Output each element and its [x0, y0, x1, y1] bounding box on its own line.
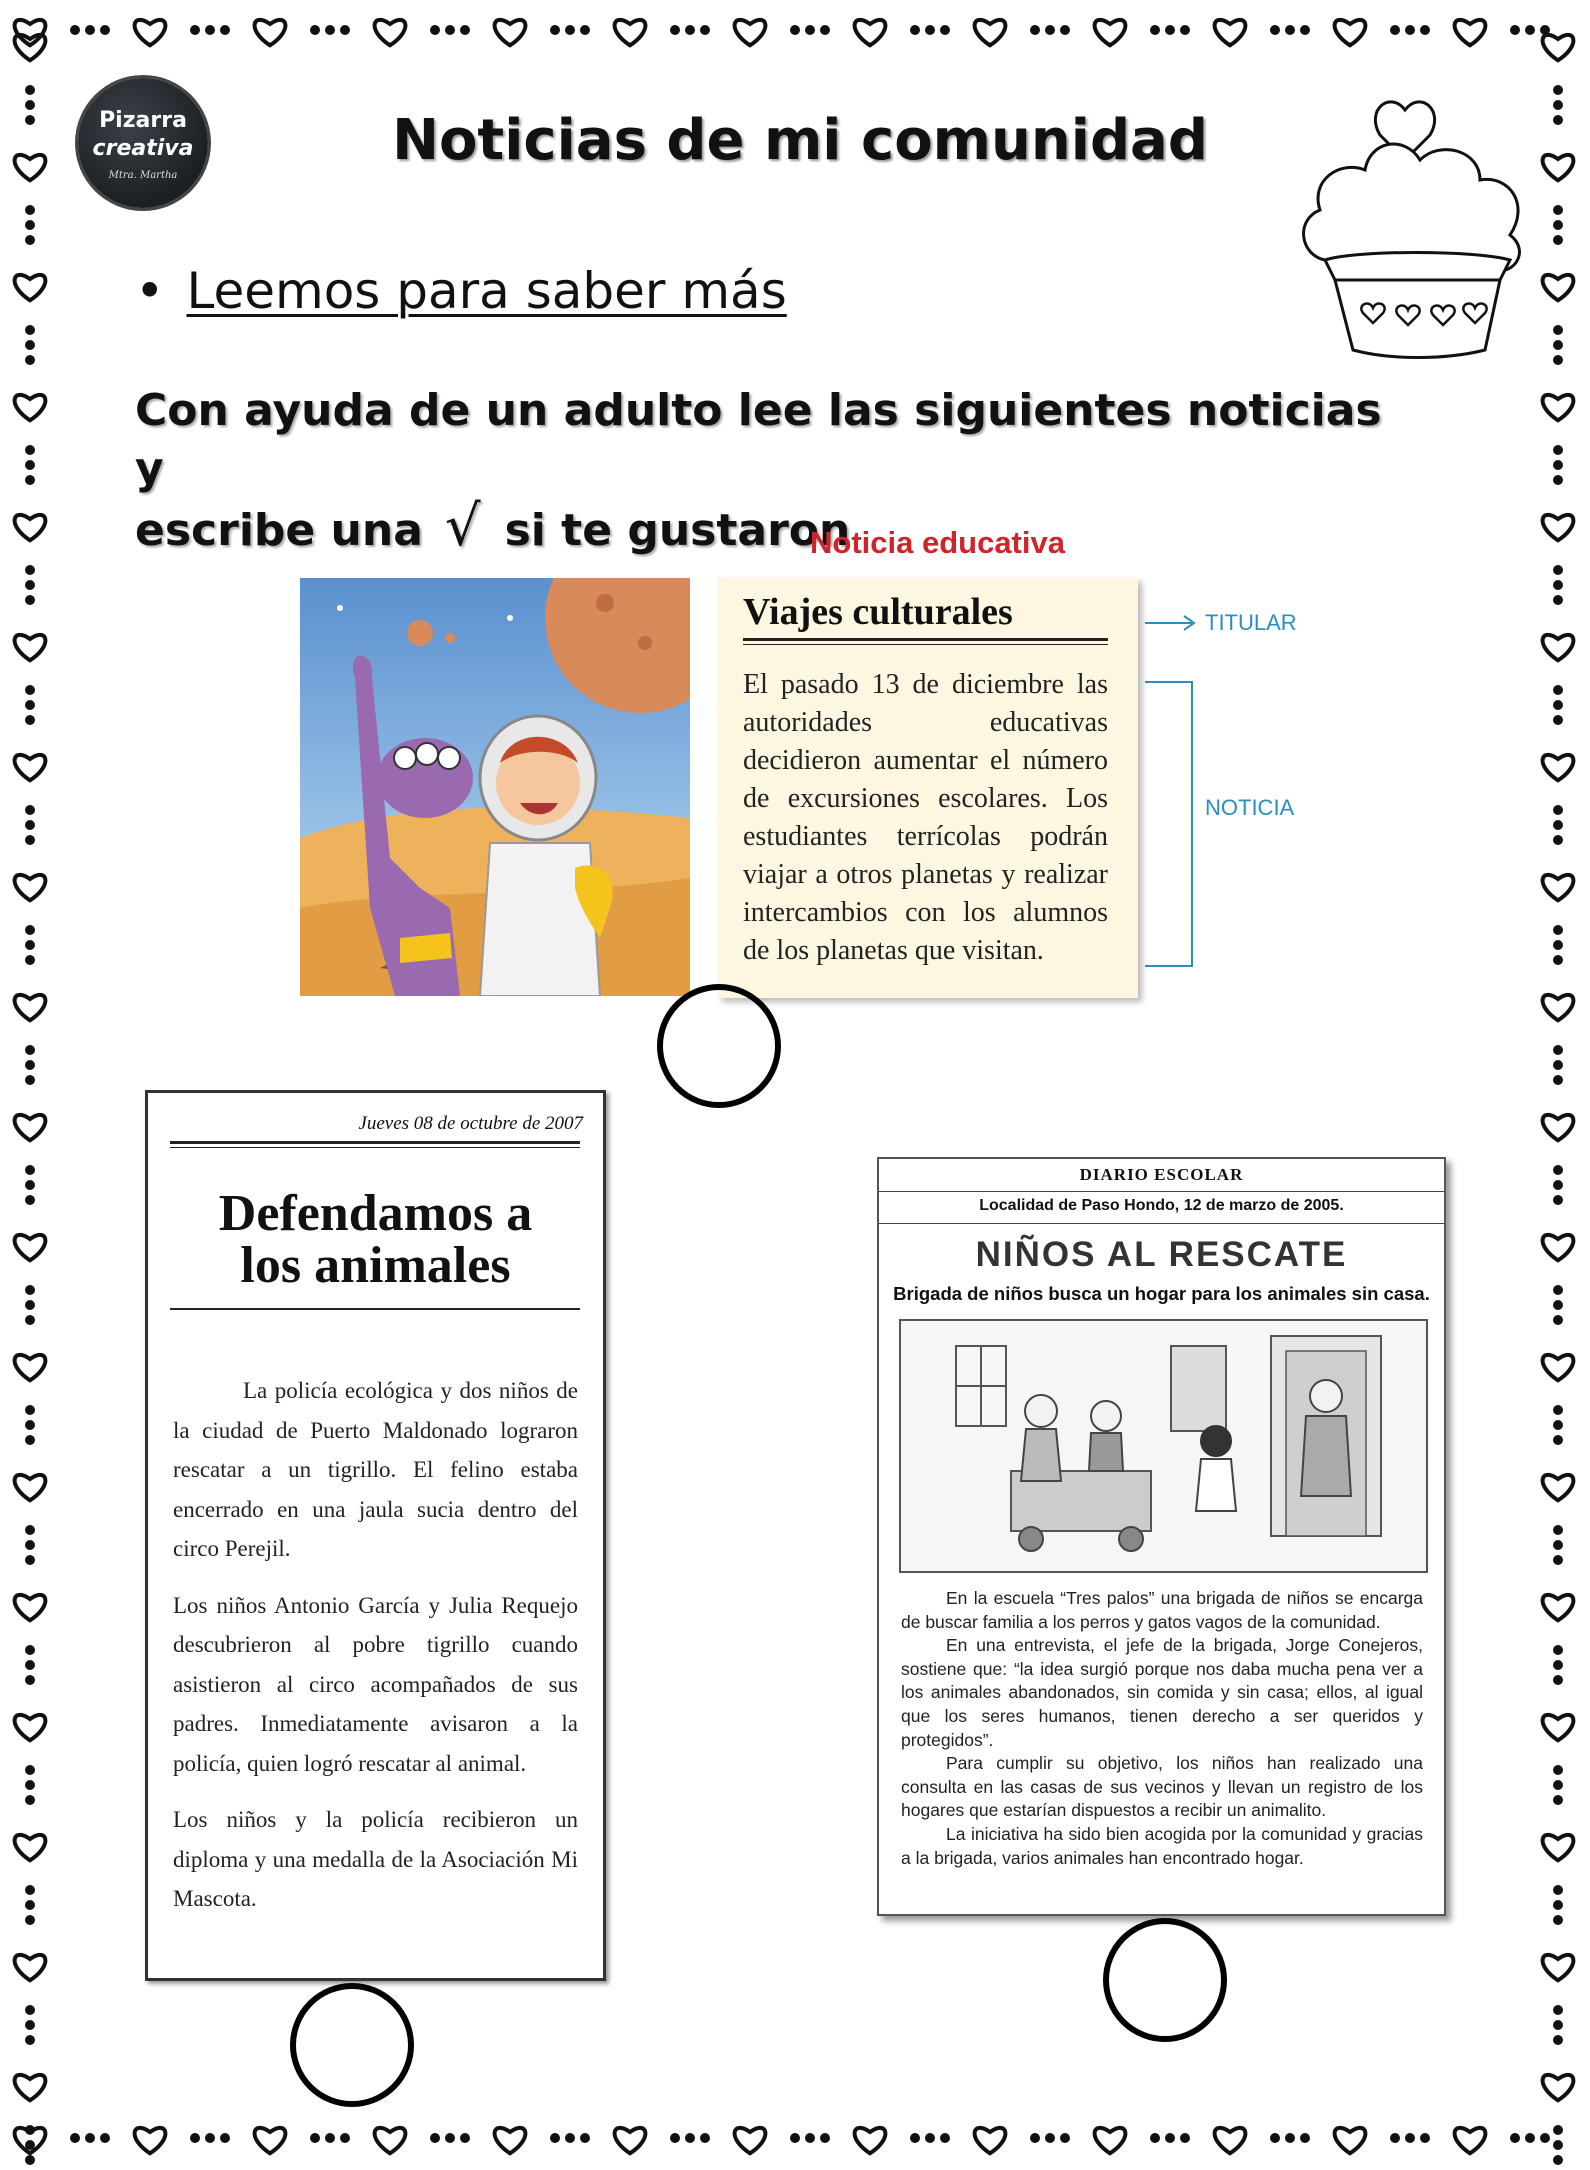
check-circle-1[interactable]	[657, 984, 781, 1108]
border-heart	[1543, 155, 1574, 180]
border-dot	[325, 2133, 335, 2143]
cupcake-illustration	[1295, 75, 1540, 375]
border-dot	[1553, 1045, 1563, 1055]
alien-astronaut-illustration	[300, 578, 690, 996]
border-dot	[925, 25, 935, 35]
news-card-viajes	[718, 578, 1138, 998]
border-dot	[1285, 2133, 1295, 2143]
annotation-titular: TITULAR	[1205, 610, 1297, 635]
article-date: Jueves 08 de octubre de 2007	[358, 1113, 583, 1134]
border-heart	[1543, 995, 1574, 1020]
border-heart	[15, 995, 46, 1020]
border-heart	[15, 635, 46, 660]
border-heart	[1543, 1715, 1574, 1740]
border-dot	[25, 2155, 35, 2165]
pizarra-creativa-logo	[78, 78, 208, 208]
border-dot	[1553, 1660, 1563, 1670]
border-dot	[1553, 955, 1563, 965]
border-dot	[25, 1915, 35, 1925]
border-heart	[1543, 1595, 1574, 1620]
article-headline: NIÑOS AL RESCATE	[975, 1235, 1348, 1274]
border-dot	[25, 820, 35, 830]
border-dot	[1030, 25, 1040, 35]
border-dot	[25, 1285, 35, 1295]
border-dot	[1553, 685, 1563, 695]
border-dot	[1180, 2133, 1190, 2143]
border-dot	[220, 2133, 230, 2143]
border-dot	[1045, 2133, 1055, 2143]
border-dot	[325, 25, 335, 35]
newspaper-name: DIARIO ESCOLAR	[1079, 1165, 1244, 1184]
subtitle-text: Leemos para saber más	[186, 262, 787, 320]
border-dot	[550, 2133, 560, 2143]
border-dot	[1553, 805, 1563, 815]
border-dot	[25, 1180, 35, 1190]
border-heart	[135, 20, 166, 45]
border-dot	[1270, 25, 1280, 35]
border-dot	[25, 2005, 35, 2015]
border-dot	[700, 2133, 710, 2143]
border-dot	[1553, 1555, 1563, 1565]
border-dot	[25, 1795, 35, 1805]
article-body	[901, 1587, 1423, 1870]
border-dot	[25, 805, 35, 815]
article-paragraph: La iniciativa ha sido bien acogida por la comunidad y gracias a la brigada, varios animales han encontrado hogar.	[901, 1823, 1423, 1868]
border-dot	[1553, 1645, 1563, 1655]
date-rule	[170, 1141, 580, 1144]
date-rule-thin	[170, 1147, 580, 1148]
border-dot	[580, 2133, 590, 2143]
border-heart	[15, 515, 46, 540]
border-heart	[495, 20, 526, 45]
border-dot	[1045, 25, 1055, 35]
border-dot	[1553, 1525, 1563, 1535]
border-heart	[135, 2128, 166, 2153]
border-dot	[550, 25, 560, 35]
border-dot	[220, 25, 230, 35]
border-dot	[430, 25, 440, 35]
border-dot	[1510, 25, 1520, 35]
border-heart	[15, 755, 46, 780]
border-dot	[25, 1075, 35, 1085]
border-dot	[1553, 1795, 1563, 1805]
border-dot	[1285, 25, 1295, 35]
border-dot	[820, 2133, 830, 2143]
left-border	[0, 0, 70, 2170]
border-heart	[1543, 1115, 1574, 1140]
news-article-defendamos	[145, 1090, 606, 1981]
border-dot	[790, 25, 800, 35]
border-dot	[1553, 1060, 1563, 1070]
border-heart	[1543, 1835, 1574, 1860]
top-border	[0, 0, 1590, 70]
border-dot	[25, 475, 35, 485]
border-dot	[25, 1660, 35, 1670]
border-dot	[1150, 2133, 1160, 2143]
border-heart	[1543, 755, 1574, 780]
border-dot	[1553, 1675, 1563, 1685]
article-locality: Localidad de Paso Hondo, 12 de marzo de 2005.	[979, 1197, 1344, 1214]
border-heart	[15, 2075, 46, 2100]
border-dot	[910, 25, 920, 35]
border-dot	[1553, 595, 1563, 605]
border-dot	[670, 25, 680, 35]
border-heart	[255, 20, 286, 45]
border-heart	[1543, 635, 1574, 660]
border-dot	[1553, 565, 1563, 575]
border-heart	[1543, 875, 1574, 900]
border-dot	[1180, 25, 1190, 35]
border-dot	[25, 340, 35, 350]
border-heart	[1543, 1475, 1574, 1500]
logo-line1: Pizarra	[99, 108, 187, 133]
border-dot	[25, 1900, 35, 1910]
border-heart	[855, 20, 886, 45]
border-dot	[1553, 1420, 1563, 1430]
border-dot	[25, 685, 35, 695]
border-dot	[460, 2133, 470, 2143]
border-heart	[975, 2128, 1006, 2153]
border-dot	[1150, 25, 1160, 35]
border-heart	[1543, 275, 1574, 300]
border-dot	[25, 835, 35, 845]
border-heart	[615, 20, 646, 45]
news-body: El pasado 13 de diciembre las autoridades educativas decidieron aumentar el número de excursiones escolares. Los estudiantes terrícolas podrán viajar a otros planetas y realizar intercambios con los alumnos de los planetas que visitan.	[743, 669, 1108, 966]
border-heart	[15, 1595, 46, 1620]
border-heart	[1543, 1355, 1574, 1380]
border-dot	[205, 25, 215, 35]
border-dot	[25, 1540, 35, 1550]
border-dot	[310, 25, 320, 35]
border-dot	[1553, 445, 1563, 455]
border-dot	[1165, 2133, 1175, 2143]
border-dot	[1553, 2005, 1563, 2015]
border-dot	[25, 1165, 35, 1175]
border-heart	[1455, 2128, 1486, 2153]
border-dot	[1553, 220, 1563, 230]
border-dot	[430, 2133, 440, 2143]
border-dot	[1553, 1435, 1563, 1445]
border-dot	[790, 2133, 800, 2143]
border-dot	[25, 445, 35, 455]
border-dot	[1165, 25, 1175, 35]
border-heart	[15, 1835, 46, 1860]
border-dot	[1553, 460, 1563, 470]
border-heart	[1543, 1235, 1574, 1260]
border-heart	[15, 1955, 46, 1980]
border-dot	[1553, 835, 1563, 845]
border-dot	[1060, 25, 1070, 35]
border-dot	[1553, 940, 1563, 950]
border-dot	[820, 25, 830, 35]
article-body	[173, 1371, 578, 1936]
border-heart	[1543, 1955, 1574, 1980]
children-rescue-illustration	[899, 1319, 1428, 1573]
border-dot	[25, 565, 35, 575]
border-dot	[25, 2140, 35, 2150]
border-dot	[25, 925, 35, 935]
border-dot	[25, 1555, 35, 1565]
border-dot	[25, 325, 35, 335]
border-dot	[25, 2125, 35, 2135]
border-dot	[340, 2133, 350, 2143]
border-dot	[1420, 2133, 1430, 2143]
border-dot	[25, 85, 35, 95]
border-dot	[25, 1435, 35, 1445]
border-dot	[1553, 1180, 1563, 1190]
border-dot	[445, 25, 455, 35]
border-heart	[15, 1475, 46, 1500]
instruction-line2b: si te gustaron	[504, 505, 851, 556]
annotation-lines	[1140, 600, 1210, 980]
news-type-tag: Noticia educativa	[810, 525, 1065, 560]
border-dot	[100, 2133, 110, 2143]
border-dot	[1553, 1195, 1563, 1205]
border-dot	[1553, 820, 1563, 830]
article-paragraph: En la escuela “Tres palos” una brigada de niños se encarga de buscar familia a los perros y gatos vagos de la comunidad.	[901, 1588, 1423, 1632]
border-dot	[1553, 700, 1563, 710]
border-dot	[940, 2133, 950, 2143]
border-dot	[25, 1645, 35, 1655]
border-dot	[685, 25, 695, 35]
border-heart	[255, 2128, 286, 2153]
border-heart	[375, 20, 406, 45]
border-dot	[1553, 325, 1563, 335]
border-dot	[1553, 1300, 1563, 1310]
border-heart	[1095, 20, 1126, 45]
border-dot	[25, 1675, 35, 1685]
border-dot	[190, 2133, 200, 2143]
headline-rule	[743, 638, 1108, 641]
border-heart	[15, 875, 46, 900]
border-dot	[25, 1525, 35, 1535]
border-dot	[25, 1765, 35, 1775]
border-dot	[1553, 1285, 1563, 1295]
border-heart	[15, 1115, 46, 1140]
border-heart	[1215, 2128, 1246, 2153]
border-dot	[1390, 25, 1400, 35]
border-dot	[1553, 1780, 1563, 1790]
border-dot	[25, 235, 35, 245]
border-dot	[1553, 580, 1563, 590]
headline-rule-thin	[743, 644, 1108, 645]
border-dot	[700, 25, 710, 35]
logo-line3: Mtra. Martha	[108, 170, 178, 181]
article-paragraph: Los niños y la policía recibieron un diploma y una medalla de la Asociación Mi Mascota.	[173, 1807, 578, 1911]
border-heart	[375, 2128, 406, 2153]
border-dot	[1060, 2133, 1070, 2143]
border-heart	[15, 1715, 46, 1740]
border-dot	[25, 715, 35, 725]
border-heart	[1543, 395, 1574, 420]
border-dot	[25, 580, 35, 590]
border-dot	[580, 25, 590, 35]
border-heart	[1095, 2128, 1126, 2153]
border-dot	[70, 25, 80, 35]
border-dot	[85, 2133, 95, 2143]
border-heart	[1455, 20, 1486, 45]
border-dot	[1553, 340, 1563, 350]
annotation-noticia: NOTICIA	[1205, 795, 1295, 820]
border-dot	[1553, 235, 1563, 245]
border-dot	[565, 2133, 575, 2143]
border-dot	[85, 25, 95, 35]
border-heart	[15, 1235, 46, 1260]
border-dot	[1030, 2133, 1040, 2143]
border-dot	[565, 25, 575, 35]
bullet: •	[135, 262, 165, 320]
border-dot	[25, 1420, 35, 1430]
border-dot	[1510, 2133, 1520, 2143]
border-dot	[1405, 2133, 1415, 2143]
instruction-line1: Con ayuda de un adulto lee las siguientes noticias y	[135, 385, 1382, 494]
border-dot	[25, 460, 35, 470]
border-dot	[25, 220, 35, 230]
border-dot	[25, 1405, 35, 1415]
border-dot	[460, 25, 470, 35]
article-paragraph: La policía ecológica y dos niños de la ciudad de Puerto Maldonado lograron rescatar a un tigrillo. El felino estaba encerrado en una jaula sucia dentro del circo Perejil.	[173, 1378, 578, 1561]
check-circle-3[interactable]	[1103, 1918, 1227, 2042]
border-dot	[1390, 2133, 1400, 2143]
border-dot	[1553, 1540, 1563, 1550]
border-dot	[1553, 1900, 1563, 1910]
border-dot	[1553, 2140, 1563, 2150]
border-dot	[1553, 1165, 1563, 1175]
border-dot	[1553, 1765, 1563, 1775]
border-dot	[25, 1195, 35, 1205]
border-dot	[205, 2133, 215, 2143]
border-dot	[1405, 25, 1415, 35]
article-paragraph: Para cumplir su objetivo, los niños han realizado una consulta en las casas de sus vecinos y llevan un registro de los hogares que estarían dispuestos a recibir un animalito.	[901, 1753, 1423, 1821]
border-dot	[925, 2133, 935, 2143]
border-heart	[15, 395, 46, 420]
border-heart	[15, 1355, 46, 1380]
border-heart	[495, 2128, 526, 2153]
border-dot	[25, 2035, 35, 2045]
border-dot	[940, 25, 950, 35]
border-heart	[735, 2128, 766, 2153]
border-dot	[25, 595, 35, 605]
border-dot	[1553, 1075, 1563, 1085]
border-dot	[25, 700, 35, 710]
border-heart	[1335, 20, 1366, 45]
instruction-line2a: escribe una	[135, 505, 423, 556]
border-heart	[735, 20, 766, 45]
border-dot	[25, 1045, 35, 1055]
border-dot	[25, 355, 35, 365]
border-heart	[1543, 2075, 1574, 2100]
border-heart	[1543, 515, 1574, 540]
instruction-text	[135, 382, 1385, 560]
border-dot	[1553, 2035, 1563, 2045]
article-paragraph: Los niños Antonio García y Julia Requejo descubrieron al pobre tigrillo cuando asistieron al circo acompañados de sus padres. Inmediatamente avisaron a la policía, quien logró rescatar al animal.	[173, 1592, 578, 1776]
border-dot	[25, 2020, 35, 2030]
border-dot	[445, 2133, 455, 2143]
border-dot	[25, 1780, 35, 1790]
border-heart	[15, 35, 46, 60]
headline-line2: los animales	[240, 1237, 511, 1294]
border-dot	[1553, 2155, 1563, 2165]
border-dot	[25, 115, 35, 125]
border-dot	[25, 955, 35, 965]
headline-line1: Defendamos a	[218, 1185, 533, 1242]
border-dot	[1553, 925, 1563, 935]
bottom-border	[0, 2100, 1590, 2170]
border-dot	[670, 2133, 680, 2143]
border-dot	[1270, 2133, 1280, 2143]
border-dot	[1553, 715, 1563, 725]
news-headline: Viajes culturales	[743, 591, 1013, 633]
check-circle-2[interactable]	[290, 1983, 414, 2107]
border-dot	[1553, 355, 1563, 365]
border-dot	[1553, 2020, 1563, 2030]
border-dot	[805, 25, 815, 35]
border-dot	[25, 1300, 35, 1310]
logo-line2: creativa	[92, 136, 194, 161]
border-dot	[25, 1315, 35, 1325]
border-heart	[855, 2128, 886, 2153]
border-heart	[1335, 2128, 1366, 2153]
border-dot	[100, 25, 110, 35]
border-dot	[1300, 25, 1310, 35]
border-dot	[1553, 475, 1563, 485]
border-dot	[25, 100, 35, 110]
article-paragraph: En una entrevista, el jefe de la brigada, Jorge Conejeros, sostiene que: “la idea surgió porque nos daba mucha pena ver a los animales abandonados, sin comida y sin casa; ellos, al igual que los seres humanos, tienen derecho a ser queridos y protegidos”.	[901, 1635, 1423, 1750]
border-dot	[340, 25, 350, 35]
news-article-ninos-rescate	[877, 1157, 1446, 1916]
border-dot	[1553, 85, 1563, 95]
border-heart	[1215, 20, 1246, 45]
headline-rule	[170, 1308, 580, 1310]
border-dot	[1420, 25, 1430, 35]
border-dot	[25, 1060, 35, 1070]
page-title: Noticias de mi comunidad	[392, 108, 1208, 173]
section-subtitle	[135, 262, 787, 320]
border-dot	[1553, 205, 1563, 215]
border-dot	[25, 940, 35, 950]
border-dot	[1553, 2125, 1563, 2135]
border-dot	[1553, 1885, 1563, 1895]
border-heart	[975, 20, 1006, 45]
border-dot	[1553, 115, 1563, 125]
border-heart	[15, 155, 46, 180]
border-dot	[1553, 100, 1563, 110]
border-dot	[190, 25, 200, 35]
border-dot	[25, 205, 35, 215]
border-dot	[25, 1885, 35, 1895]
checkmark-icon: √	[444, 494, 481, 559]
locality-rule	[879, 1223, 1444, 1224]
border-dot	[70, 2133, 80, 2143]
border-dot	[1300, 2133, 1310, 2143]
article-subheadline: Brigada de niños busca un hogar para los animales sin casa.	[893, 1283, 1430, 1304]
border-dot	[685, 2133, 695, 2143]
border-dot	[805, 2133, 815, 2143]
masthead-rule	[879, 1191, 1444, 1192]
border-heart	[1543, 35, 1574, 60]
border-dot	[1553, 1405, 1563, 1415]
border-heart	[15, 275, 46, 300]
border-dot	[1553, 1915, 1563, 1925]
border-dot	[910, 2133, 920, 2143]
border-heart	[615, 2128, 646, 2153]
border-dot	[310, 2133, 320, 2143]
border-dot	[1553, 1315, 1563, 1325]
article-headline	[148, 1185, 603, 1294]
